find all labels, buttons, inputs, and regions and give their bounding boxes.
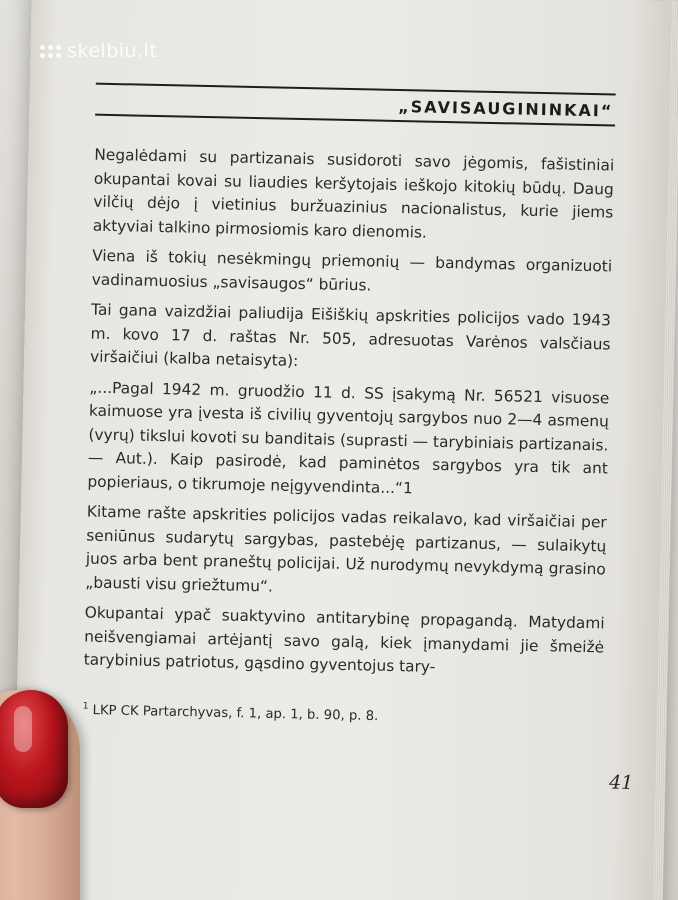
watermark	[40, 40, 157, 62]
running-head: „SAVISAUGININKAI“	[398, 96, 614, 121]
body-text	[83, 144, 614, 683]
watermark-text: skelbiu.lt	[67, 40, 158, 62]
paragraph-3: Tai gana vaizdžiai paliudija Eišiškių apskrities policijos vado 1943 m. kovo 17 d. raštas Nr. 505, adresuotas Varėnos valsčiaus viršaičiui (kalba netaisyta):	[89, 300, 612, 370]
red-fingernail	[0, 690, 68, 808]
paragraph-5: Kitame rašte apskrities policijos vadas reikalavo, kad viršaičiai per seniūnus sudarytų sargybas, pastebėję partizanus, — sulaikytų juos arba bent praneštų policijai. Už nurodymų nevykdymą grasino „bausti visu griežtumu“.	[85, 502, 607, 595]
paragraph-6: Okupantai ypač suaktyvino antitarybinę propagandą. Matydami neišvengiamai artėjantį savo galą, kiek įmanydami jie šmeižė tarybinius patriotus, gąsdino gyventojus tary-	[83, 603, 605, 676]
text-block	[82, 83, 615, 731]
paragraph-2: Viena iš tokių nesėkmingų priemonių — bandymas organizuoti vadinamuosius „savisaugos“ būrius.	[91, 246, 613, 294]
footnote	[82, 697, 602, 730]
footnote-marker: 1	[82, 701, 89, 712]
footnote-text: LKP CK Partarchyvas, f. 1, ap. 1, b. 90, p. 8.	[92, 702, 379, 724]
book-page	[12, 0, 678, 900]
page-number: 41	[608, 771, 634, 795]
paragraph-1: Negalėdami su partizanais susidoroti savo jėgomis, fašistiniai okupantai kovai su liaudies keršytojais ieškojo kitokių būdų. Daug vilčių dėjo į vietinius buržuazinius nacionalistus, kurie jiems aktyviai talkino pirmosiomis karo dienomis.	[92, 145, 615, 242]
page-edge	[652, 1, 678, 900]
footnote-rule	[83, 690, 203, 694]
nail-shine	[14, 706, 32, 752]
paragraph-quote: „...Pagal 1942 m. gruodžio 11 d. SS įsakymą Nr. 56521 visuose kaimuose yra įvesta iš civilių gyventojų sargybos nuo 2—4 asmenų (vyrų) tikslui kovoti su banditais (suprasti — tarybiniais partizanais.— Aut.). Kaip pasirodė, kad paminėtos sargybos yra tik ant popieriaus, o tikrumoje neįgyvendinta...“1	[87, 378, 610, 497]
dots-grid-icon	[40, 45, 61, 58]
